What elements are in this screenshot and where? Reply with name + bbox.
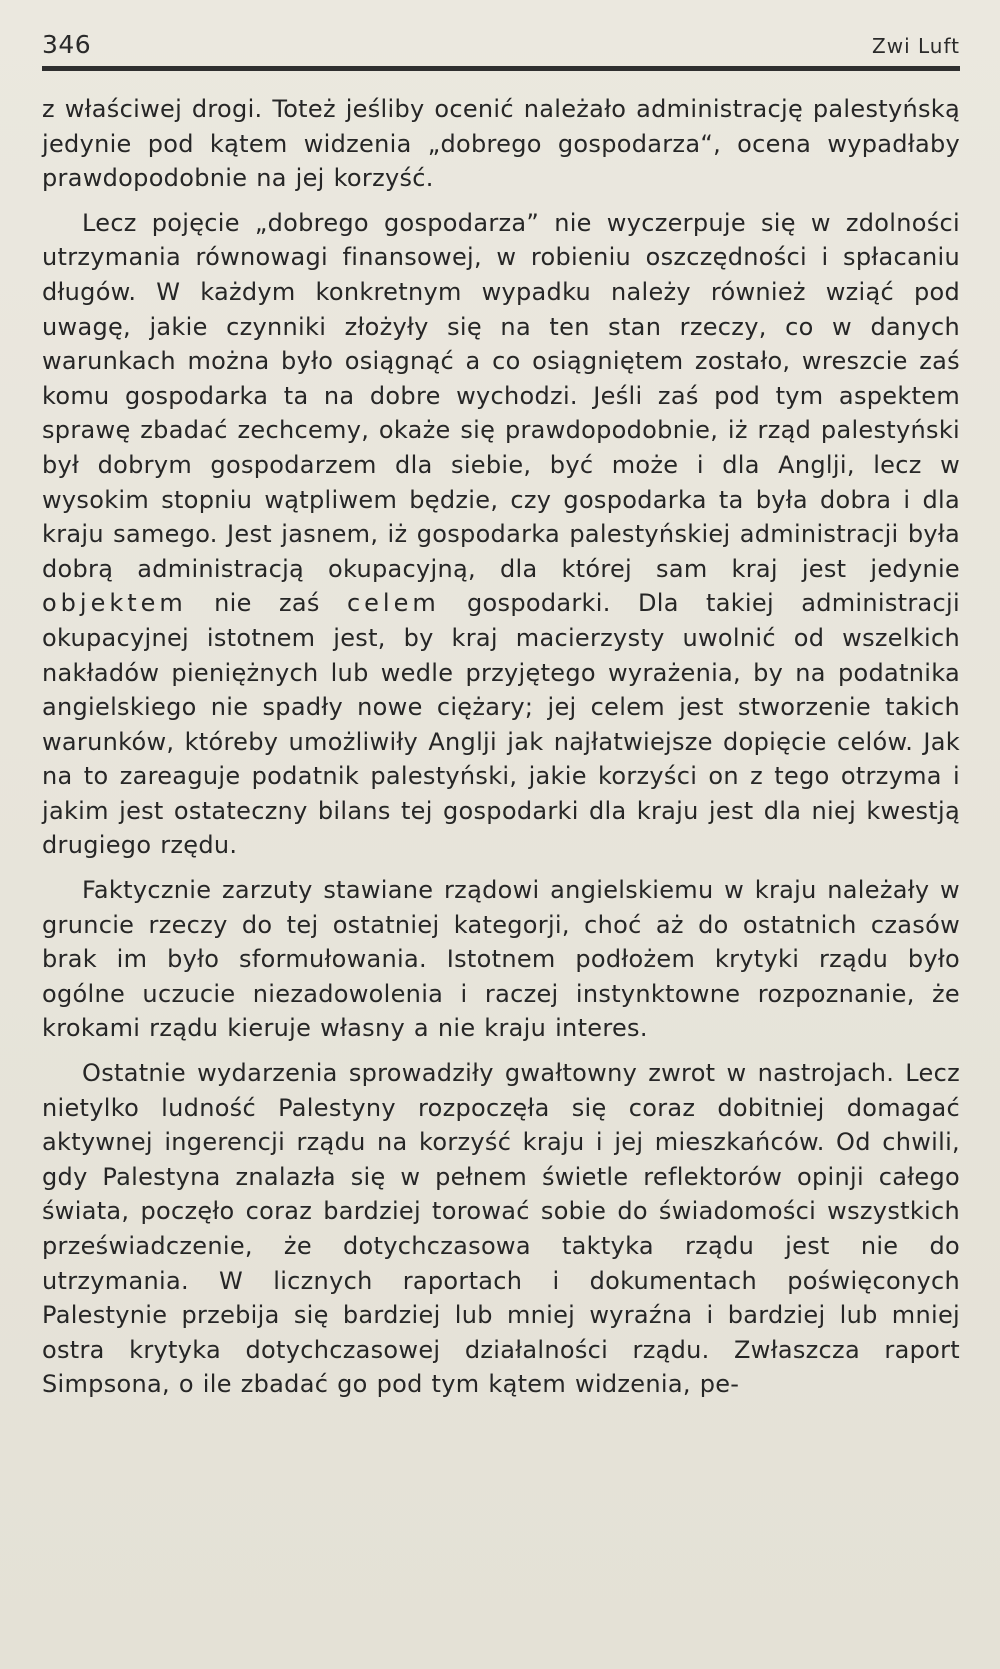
paragraph-good-manager (42, 206, 960, 863)
page-number: 346 (42, 30, 92, 59)
paragraph-text: Faktycznie zarzuty stawiane rządowi angielskiemu w kraju należały w gruncie rzeczy do tej ostatniej kategorji, choć aż do ostatnich czasów brak im było sformułowania. Istotnem podłożem krytyki rządu było ogólne uczucie niezadowolenia i raczej instynktowne rozpoznanie, że krokami rządu kieruje własny a nie kraju interes. (42, 876, 960, 1043)
emphasis-celem: celem (346, 589, 440, 618)
paragraph-text: z właściwej drogi. Toteż jeśliby ocenić należało administrację palestyńską jedynie pod kątem widzenia „dobrego gospodarza“, ocena wypadłaby prawdopodobnie na jej korzyść. (42, 95, 960, 193)
emphasis-objektem: objektem (42, 589, 187, 618)
paragraph-text: gospodarki. Dla takiej administracji okupacyjnej istotnem jest, by kraj macierzysty uwolnić od wszelkich nakładów pieniężnych lub wedle przyjętego wyrażenia, by na podatnika angielskiego nie spadły nowe ciężary; jej celem jest stworzenie takich warunków, któreby umożliwiły Anglji jak najłatwiejsze dopięcie celów. Jak na to zareaguje podatnik palestyński, jakie korzyści on z tego otrzyma i jakim jest ostateczny bilans tej gospodarki dla kraju jest dla niej kwestją drugiego rzędu. (42, 589, 960, 860)
header-rule (42, 66, 960, 71)
paragraph-text: Ostatnie wydarzenia sprowadziły gwałtowny zwrot w nastrojach. Lecz nietylko ludność Palestyny rozpoczęła się coraz dobitniej domagać aktywnej ingerencji rządu na korzyść kraju i jej mieszkańców. Od chwili, gdy Palestyna znalazła się w pełnem świetle reflektorów opinji całego świata, poczęło coraz bardziej torować sobie do świadomości wszystkich przeświadczenie, że dotychczasowa taktyka rządu jest nie do utrzymania. W licznych raportach i dokumentach poświęconych Palestynie przebija się bardziej lub mniej wyraźna i bardziej lub mniej ostra krytyka dotychczasowej działalności rządu. Zwłaszcza raport Simpsona, o ile zbadać go pod tym kątem widzenia, pe- (42, 1059, 960, 1399)
paragraph-text: nie zaś (186, 589, 347, 618)
running-head (42, 30, 960, 64)
body-text (42, 92, 960, 1402)
paragraph-accusations (42, 873, 960, 1046)
paragraph-recent-events (42, 1056, 960, 1402)
running-title: Zwi Luft (872, 34, 960, 58)
paragraph-text: Lecz pojęcie „dobrego gospodarza” nie wyczerpuje się w zdolności utrzymania równowagi finansowej, w robieniu oszczędności i spłacaniu długów. W każdym konkretnym wypadku należy również wziąć pod uwagę, jakie czynniki złożyły się na ten stan rzeczy, co w danych warunkach można było osiągnąć a co osiągniętem zostało, wreszcie zaś komu gospodarka ta na dobre wychodzi. Jeśli zaś pod tym aspektem sprawę zbadać zechcemy, okaże się prawdopodobnie, iż rząd palestyński był dobrym gospodarzem dla siebie, być może i dla Anglji, lecz w wysokim stopniu wątpliwem będzie, czy gospodarka ta była dobra i dla kraju samego. Jest jasnem, iż gospodarka palestyńskiej administracji była dobrą administracją okupacyjną, dla której sam kraj jest jedynie (42, 208, 960, 583)
paragraph-continuation (42, 92, 960, 196)
